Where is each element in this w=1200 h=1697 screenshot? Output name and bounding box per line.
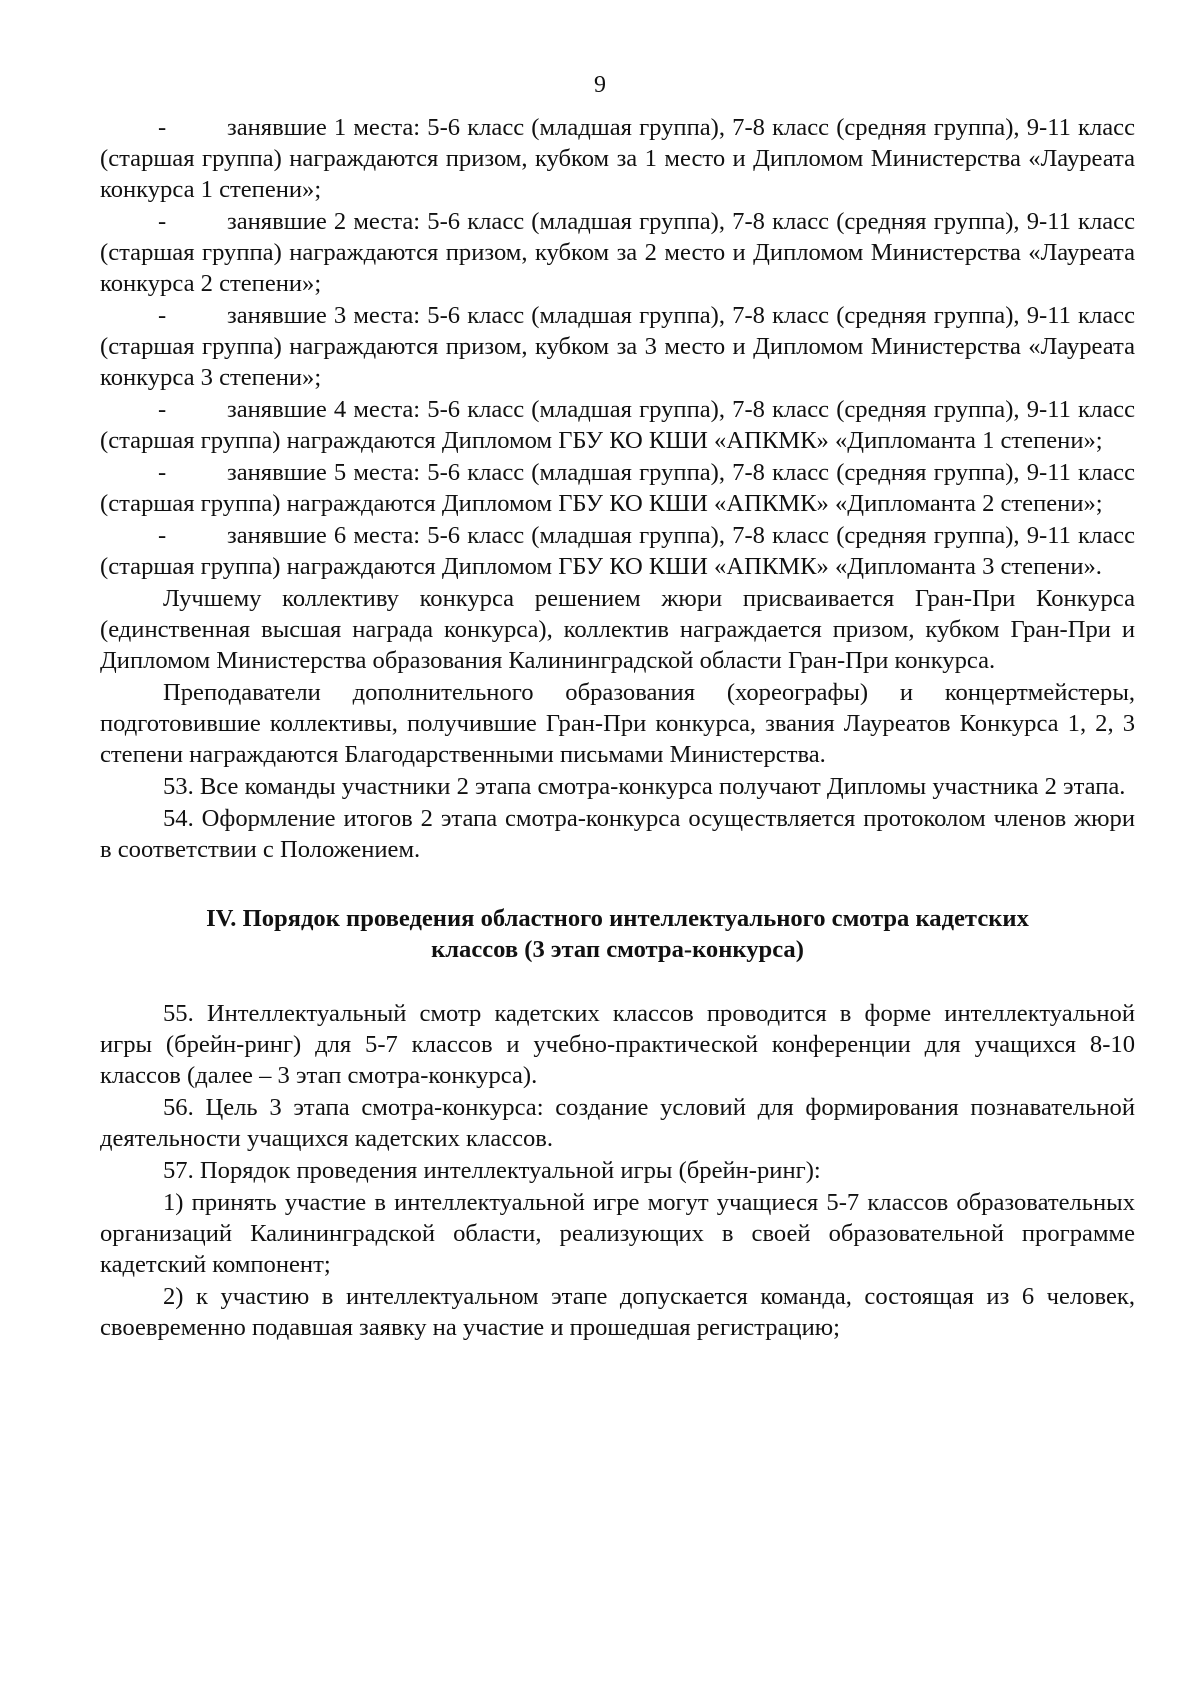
list-item-text: занявшие 5 места: 5-6 класс (младшая группа), 7-8 класс (средняя группа), 9-11 класс (старшая группа) награждаются Дипломом ГБУ КО КШИ «АПКМК» «Дипломанта 2 степени»; [100,459,1135,517]
dash-mark: - [158,459,167,486]
list-item-text: занявшие 3 места: 5-6 класс (младшая группа), 7-8 класс (средняя группа), 9-11 класс (старшая группа) награждаются призом, кубком за 3 место и Дипломом Министерства «Лауреата конкурса 3 степени»; [100,302,1135,391]
paragraph-teachers: Преподаватели дополнительного образования (хореографы) и концертмейстеры, подготовившие коллективы, получившие Гран-При конкурса, звания Лауреатов Конкурса 1, 2, 3 степени награждаются Благодарственными письмами Министерства. [100,679,1135,768]
paragraph-57: 57. Порядок проведения интеллектуальной игры (брейн-ринг): [163,1157,821,1184]
list-item-text: занявшие 1 места: 5-6 класс (младшая группа), 7-8 класс (средняя группа), 9-11 класс (старшая группа) награждаются призом, кубком за 1 место и Дипломом Министерства «Лауреата конкурса 1 степени»; [100,114,1135,203]
page-content [100,112,1135,1344]
list-item-place-4 [100,394,1135,456]
list-item-text: занявшие 4 места: 5-6 класс (младшая группа), 7-8 класс (средняя группа), 9-11 класс (старшая группа) награждаются Дипломом ГБУ КО КШИ «АПКМК» «Дипломанта 1 степени»; [100,396,1135,454]
paragraph-57-2: 2) к участию в интеллектуальном этапе допускается команда, состоящая из 6 человек, своевременно подавшая заявку на участие и прошедшая регистрацию; [100,1283,1135,1341]
list-item-place-5 [100,457,1135,519]
paragraph-55: 55. Интеллектуальный смотр кадетских классов проводится в форме интеллектуальной игры (брейн-ринг) для 5-7 классов и учебно-практической конференции для учащихся 8-10 классов (далее – 3 этап смотра-конкурса). [100,1000,1135,1089]
list-item-place-1 [100,112,1135,205]
dash-mark: - [158,114,167,141]
list-item-place-2 [100,206,1135,299]
list-item-text: занявшие 2 места: 5-6 класс (младшая группа), 7-8 класс (средняя группа), 9-11 класс (старшая группа) награждаются призом, кубком за 2 место и Дипломом Министерства «Лауреата конкурса 2 степени»; [100,208,1135,297]
paragraph-57-1: 1) принять участие в интеллектуальной игре могут учащиеся 5-7 классов образовательных организаций Калининградской области, реализующих в своей образовательной программе кадетский компонент; [100,1189,1135,1278]
dash-mark: - [158,208,167,235]
section-heading-line-2: классов (3 этап смотра-конкурса) [431,936,804,963]
section-heading [100,903,1135,965]
paragraph-54: 54. Оформление итогов 2 этапа смотра-конкурса осуществляется протоколом членов жюри в соответствии с Положением. [100,805,1135,863]
paragraph-grand-prix: Лучшему коллективу конкурса решением жюри присваивается Гран-При Конкурса (единственная высшая награда конкурса), коллектив награждается призом, кубком Гран-При и Дипломом Министерства образования Калининградской области Гран-При конкурса. [100,585,1135,674]
paragraph-53: 53. Все команды участники 2 этапа смотра-конкурса получают Дипломы участника 2 этапа. [163,773,1126,800]
list-item-text: занявшие 6 места: 5-6 класс (младшая группа), 7-8 класс (средняя группа), 9-11 класс (старшая группа) награждаются Дипломом ГБУ КО КШИ «АПКМК» «Дипломанта 3 степени». [100,522,1135,580]
dash-mark: - [158,522,167,549]
dash-mark: - [158,396,167,423]
page-number: 9 [594,72,606,98]
paragraph-56: 56. Цель 3 этапа смотра-конкурса: создание условий для формирования познавательной деятельности учащихся кадетских классов. [100,1094,1135,1152]
section-heading-line-1: IV. Порядок проведения областного интеллектуального смотра кадетских [206,905,1029,932]
list-item-place-6 [100,520,1135,582]
list-item-place-3 [100,300,1135,393]
dash-mark: - [158,302,167,329]
